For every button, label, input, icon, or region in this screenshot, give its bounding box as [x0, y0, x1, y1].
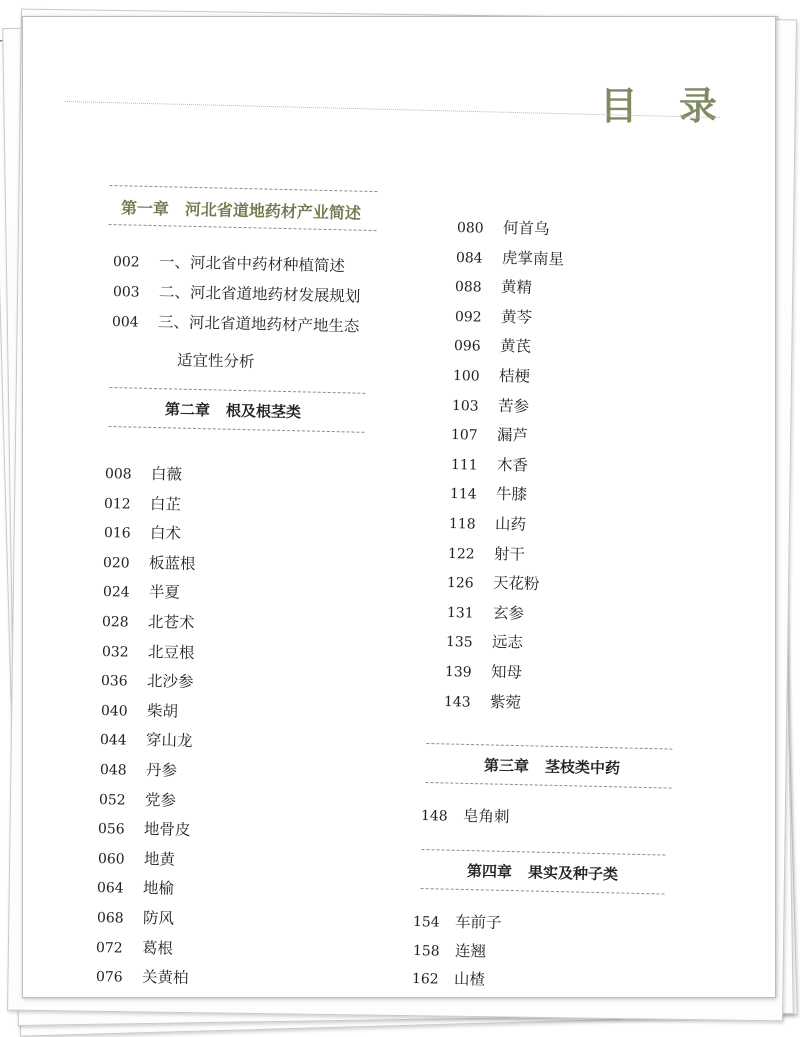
toc-entry [450, 481, 527, 505]
entry-title: 木香 [496, 455, 528, 475]
entry-page-number: 016 [103, 525, 131, 542]
entry-title: 漏芦 [497, 426, 529, 445]
entry-page-number: 143 [443, 693, 472, 711]
entry-page-number: 020 [103, 554, 131, 572]
toc-entry [450, 452, 527, 476]
entry-page-number: 103 [451, 397, 480, 415]
entry-title: 地黄 [143, 849, 176, 869]
toc-entry [451, 422, 528, 446]
toc-entry [444, 689, 521, 713]
entry-title: 虎掌南星 [501, 248, 565, 269]
chapter-number: 第四章 [466, 862, 513, 882]
entry-title: 连翘 [454, 941, 486, 961]
toc-entry [113, 249, 345, 276]
entry-page-number: 068 [96, 910, 124, 927]
toc-entry [99, 787, 176, 811]
entry-title: 牛膝 [495, 485, 527, 505]
toc-entry [104, 520, 181, 544]
entry-page-number: 135 [445, 634, 473, 651]
entry-page-number: 080 [456, 220, 484, 237]
toc-entry [98, 846, 175, 870]
entry-title: 柴胡 [146, 701, 178, 721]
entry-page-number: 111 [450, 456, 478, 474]
page-title: 目 录 [599, 83, 731, 128]
toc-entry [412, 938, 485, 962]
chapter-4-heading [421, 849, 666, 895]
entry-page-number: 162 [411, 971, 439, 988]
entry-title: 防风 [142, 909, 174, 928]
chapter-number: 第三章 [483, 756, 530, 776]
entry-page-number: 064 [97, 880, 125, 897]
toc-entry [98, 816, 191, 840]
toc-entry [112, 279, 360, 307]
entry-title: 板蓝根 [149, 553, 197, 573]
toc-entry [97, 905, 174, 929]
entry-title: 玄参 [492, 603, 524, 623]
toc-entry [105, 461, 182, 485]
entry-title: 葛根 [141, 938, 174, 958]
entry-title: 地榆 [143, 879, 175, 899]
toc-entry [101, 668, 194, 692]
toc-entry [452, 393, 529, 417]
entry-title: 地骨皮 [144, 820, 192, 840]
entry-title: 北豆根 [147, 642, 195, 662]
entry-page-number: 002 [112, 254, 140, 271]
entry-page-number: 154 [412, 914, 440, 931]
entry-page-number: 139 [444, 664, 472, 681]
toc-entry [97, 875, 174, 899]
entry-page-number: 118 [448, 516, 476, 533]
entry-title: 山楂 [453, 969, 486, 989]
toc-entry [102, 609, 195, 633]
chapter-number: 第一章 [120, 198, 170, 219]
toc-entry [456, 245, 564, 269]
entry-page-number: 100 [452, 368, 480, 385]
toc-entry [457, 215, 550, 239]
toc-entry [446, 600, 523, 624]
entry-title: 二、河北省道地药材发展规划 [158, 283, 361, 306]
chapter-1-heading [109, 185, 378, 231]
entry-title: 苦参 [497, 396, 530, 416]
toc-entry [449, 511, 526, 535]
entry-title: 皂角刺 [462, 806, 510, 827]
entry-title: 党参 [144, 790, 177, 810]
toc-entry-continuation [123, 347, 255, 372]
entry-title: 黄芩 [500, 307, 532, 327]
entry-title: 黄芪 [499, 337, 531, 357]
toc-entry [445, 659, 522, 683]
entry-page-number: 092 [454, 308, 482, 326]
chapter-3-heading [426, 743, 673, 789]
entry-title: 一、河北省中药材种植简述 [158, 253, 346, 276]
entry-page-number: 114 [449, 486, 477, 503]
toc-entry [103, 579, 180, 603]
toc-entry [95, 964, 188, 988]
entry-title: 丹参 [145, 761, 177, 780]
toc-entry [101, 639, 194, 663]
entry-title: 北沙参 [146, 672, 194, 692]
toc-page [22, 16, 776, 998]
entry-title: 白术 [149, 524, 182, 543]
entry-title: 紫菀 [489, 692, 522, 712]
entry-page-number: 158 [412, 942, 440, 960]
entry-page-number: 122 [447, 545, 476, 563]
entry-page-number: 032 [101, 643, 129, 661]
chapter-number: 第二章 [164, 400, 211, 420]
entry-page-number: 052 [98, 791, 126, 809]
chapter-name: 果实及种子类 [527, 863, 619, 884]
entry-page-number: 131 [446, 604, 474, 622]
entry-page-number: 003 [112, 284, 140, 301]
toc-entry [100, 727, 193, 751]
entry-page-number: 096 [453, 338, 481, 355]
entry-page-number: 048 [99, 762, 127, 779]
toc-entry [447, 570, 540, 594]
entry-title: 射干 [493, 544, 526, 564]
entry-page-number: 148 [420, 808, 448, 825]
toc-entry [413, 909, 502, 933]
entry-title: 何首乌 [502, 219, 550, 239]
entry-title: 关黄柏 [141, 968, 189, 988]
entry-page-number: 072 [95, 939, 124, 957]
toc-entry [446, 629, 523, 653]
chapter-name: 根及根茎类 [225, 401, 302, 422]
entry-title: 三、河北省道地药材产地生态 [157, 313, 360, 336]
entry-page-number: 126 [447, 575, 475, 592]
entry-page-number: 084 [455, 249, 484, 267]
entry-page-number: 060 [97, 850, 125, 868]
entry-page-number: 076 [95, 969, 123, 986]
entry-page-number: 040 [100, 702, 128, 720]
entry-page-number: 028 [102, 614, 130, 631]
toc-entry [99, 757, 176, 781]
toc-entry [100, 698, 177, 722]
entry-page-number: 004 [111, 314, 139, 331]
toc-entry [96, 935, 173, 959]
entry-title: 知母 [490, 663, 523, 682]
toc-entry [454, 304, 531, 328]
toc-entry [454, 333, 531, 357]
entry-page-number: 044 [99, 732, 127, 749]
entry-page-number: 008 [104, 466, 132, 483]
entry-title: 山药 [494, 515, 527, 534]
toc-entry [112, 309, 360, 337]
toc-entry [448, 541, 525, 565]
entry-title: 半夏 [148, 583, 180, 603]
entry-page-number: 024 [102, 584, 130, 601]
toc-entry [412, 966, 485, 990]
chapter-2-heading [109, 387, 366, 433]
toc-entry [104, 491, 181, 515]
entry-title: 桔梗 [498, 367, 531, 386]
chapter-name: 茎枝类中药 [544, 757, 621, 778]
entry-title: 黄精 [501, 278, 533, 297]
toc-entry [103, 550, 196, 574]
chapter-name: 河北省道地药材产业简述 [184, 199, 362, 223]
entry-title: 穿山龙 [145, 731, 193, 751]
entry-title: 北苍术 [148, 613, 195, 633]
toc-entry [455, 274, 532, 298]
toc-entry [421, 803, 510, 827]
entry-title: 白薇 [150, 465, 183, 484]
entry-title: 白芷 [150, 494, 182, 514]
entry-page-number: 012 [104, 495, 132, 513]
entry-page-number: 056 [98, 821, 126, 838]
entry-page-number: 088 [455, 279, 483, 296]
entry-page-number: 107 [451, 427, 479, 444]
entry-title: 适宜性分析 [176, 351, 255, 371]
entry-title: 车前子 [454, 912, 502, 933]
entry-page-number: 036 [100, 673, 129, 690]
entry-title: 远志 [491, 633, 523, 653]
toc-entry [453, 363, 530, 387]
entry-title: 天花粉 [493, 574, 541, 594]
